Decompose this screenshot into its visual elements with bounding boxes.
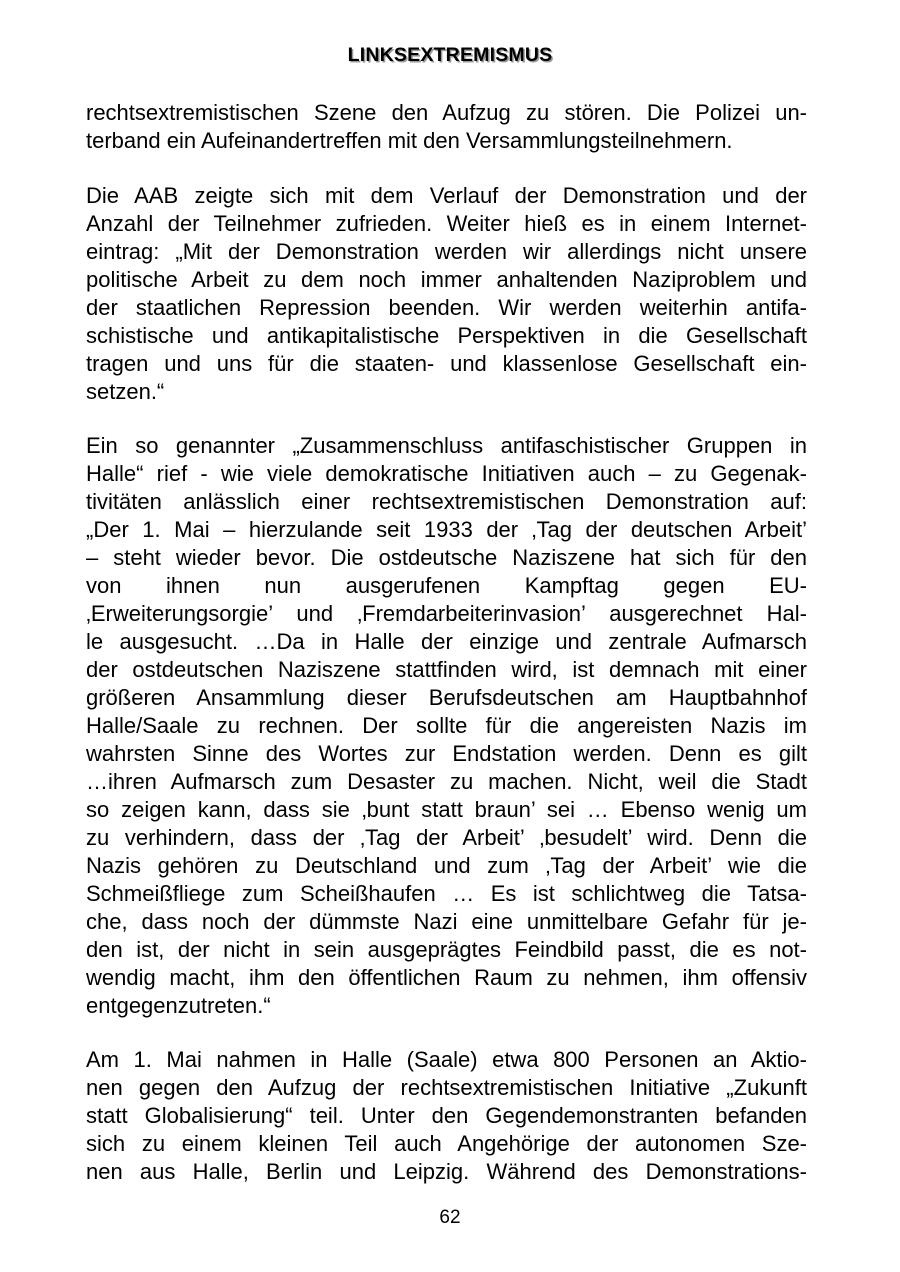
text-line: „Der 1. Mai – hierzulande seit 1933 der ‚Tag der deutschen Arbeit’ bbox=[86, 517, 807, 542]
text-line: Halle/Saale zu rechnen. Der sollte für die angereisten Nazis im bbox=[86, 713, 807, 738]
text-line: …ihren Aufmarsch zum Desaster zu machen. Nicht, weil die Stadt bbox=[86, 769, 807, 794]
text-line: le ausgesucht. …Da in Halle der einzige und zentrale Aufmarsch bbox=[86, 629, 807, 654]
text-line: Anzahl der Teilnehmer zufrieden. Weiter hieß es in einem Internet- bbox=[86, 211, 807, 236]
text-line: Nazis gehören zu Deutschland und zum ‚Tag der Arbeit’ wie die bbox=[86, 853, 807, 878]
text-line: che, dass noch der dümmste Nazi eine unmittelbare Gefahr für je- bbox=[86, 909, 807, 934]
text-line: der ostdeutschen Naziszene stattfinden wird, ist demnach mit einer bbox=[86, 657, 807, 682]
text-line: Am 1. Mai nahmen in Halle (Saale) etwa 800 Personen an Aktio- bbox=[86, 1047, 807, 1072]
page-header: LINKSEXTREMISMUS bbox=[347, 44, 553, 66]
text-line: den ist, der nicht in sein ausgeprägtes Feindbild passt, die es not- bbox=[86, 937, 807, 962]
text-line: nen gegen den Aufzug der rechtsextremistischen Initiative „Zukunft bbox=[86, 1075, 807, 1100]
text-line: Ein so genannter „Zusammenschluss antifaschistischer Gruppen in bbox=[86, 433, 807, 458]
text-line: sich zu einem kleinen Teil auch Angehörige der autonomen Sze- bbox=[86, 1131, 807, 1156]
text-line: wahrsten Sinne des Wortes zur Endstation werden. Denn es gilt bbox=[86, 741, 807, 766]
text-line: Schmeißfliege zum Scheißhaufen … Es ist schlichtweg die Tatsa- bbox=[86, 881, 807, 906]
text-line: wendig macht, ihm den öffentlichen Raum zu nehmen, ihm offensiv bbox=[86, 965, 807, 990]
text-line: – steht wieder bevor. Die ostdeutsche Naziszene hat sich für den bbox=[86, 545, 807, 570]
text-line: der staatlichen Repression beenden. Wir werden weiterhin antifa- bbox=[86, 295, 807, 320]
text-line: tragen und uns für die staaten- und klassenlose Gesellschaft ein- bbox=[86, 351, 807, 376]
text-line: tivitäten anlässlich einer rechtsextremistischen Demonstration auf: bbox=[86, 489, 807, 514]
text-line: terband ein Aufeinandertreffen mit den Versammlungsteilnehmern. bbox=[86, 128, 733, 153]
text-line: statt Globalisierung“ teil. Unter den Gegendemonstranten befanden bbox=[86, 1103, 807, 1128]
text-line: politische Arbeit zu dem noch immer anhaltenden Naziproblem und bbox=[86, 267, 807, 292]
text-line: von ihnen nun ausgerufenen Kampftag gegen EU- bbox=[86, 573, 807, 598]
text-line: größeren Ansammlung dieser Berufsdeutschen am Hauptbahnhof bbox=[86, 685, 807, 710]
text-line: nen aus Halle, Berlin und Leipzig. Während des Demonstrations- bbox=[86, 1159, 807, 1184]
text-line: Halle“ rief - wie viele demokratische Initiativen auch – zu Gegenak- bbox=[86, 461, 807, 486]
text-line: ‚Erweiterungsorgie’ und ‚Fremdarbeiterinvasion’ ausgerechnet Hal- bbox=[86, 601, 807, 626]
text-line: eintrag: „Mit der Demonstration werden wir allerdings nicht unsere bbox=[86, 239, 807, 264]
text-line: so zeigen kann, dass sie ‚bunt statt braun’ sei … Ebenso wenig um bbox=[86, 797, 807, 822]
text-line: schistische und antikapitalistische Perspektiven in die Gesellschaft bbox=[86, 323, 807, 348]
text-line: Die AAB zeigte sich mit dem Verlauf der Demonstration und der bbox=[86, 183, 807, 208]
text-line: entgegenzutreten.“ bbox=[86, 993, 271, 1018]
text-line: rechtsextremistischen Szene den Aufzug zu stören. Die Polizei un- bbox=[86, 100, 807, 125]
page-number: 62 bbox=[439, 1207, 461, 1228]
text-line: zu verhindern, dass der ‚Tag der Arbeit’ ‚besudelt’ wird. Denn die bbox=[86, 825, 807, 850]
text-line: setzen.“ bbox=[86, 379, 165, 404]
